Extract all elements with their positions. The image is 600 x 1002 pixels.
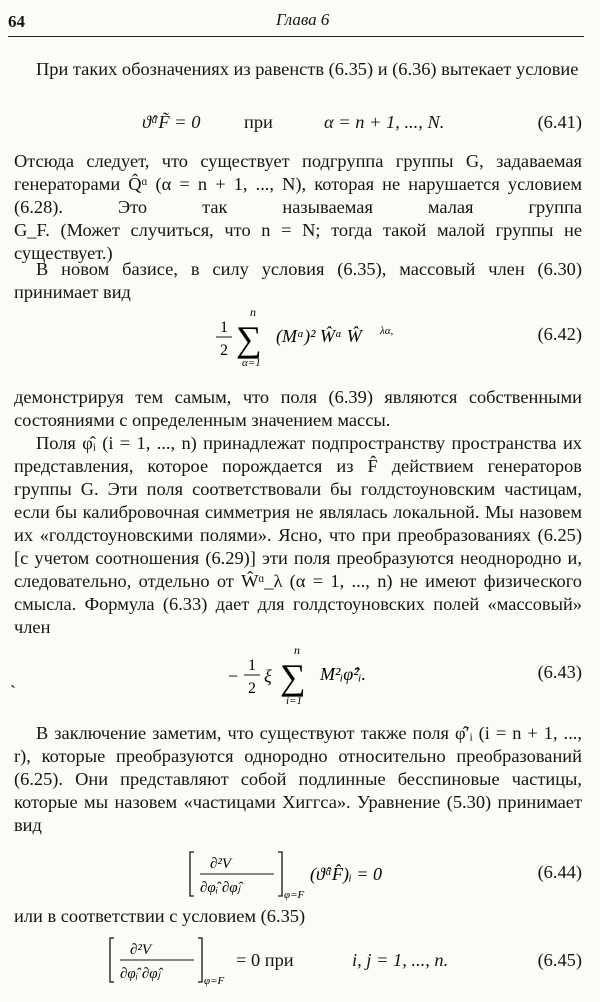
paragraph-condition: или в соответствии с условием (6.35)	[14, 906, 306, 926]
eq643-sum-top: n	[294, 643, 300, 657]
eq642-frac-num: 1	[220, 319, 228, 336]
running-header	[8, 6, 584, 32]
equation-6-43	[14, 640, 582, 710]
equation-6-44-graphic	[190, 848, 430, 902]
equation-6-45-rhs: i, j = 1, ..., n.	[352, 950, 449, 970]
eq645-sub: φ=F	[204, 975, 225, 987]
paragraph-eigenstates: демонстрируя тем самым, что поля (6.39) являются собственными состояниями с определенным значением массы.	[14, 387, 582, 430]
paragraph-goldstone: Поля φ̂ᵢ (i = 1, ..., n) принадлежат подпространству пространства их представления, которое порождается из F̂ действием генераторов группы G. Эти поля соответствовали бы голдстоуновским частицам, если бы калибровочная симметрия не являлась локальной. Мы назовем их «голдстоуновскими полями». Ясно, что при преобразованиях (6.25) [с учетом соотношения (6.29)] эти поля преобразуются неоднородно и, следовательно, отдельно от Ŵᵅ_λ (α = 1, ..., n) не имеют физического смысла. Формула (6.33) дает для голдстоуновских полей «массовый» член	[14, 433, 582, 637]
equation-6-42	[14, 302, 582, 372]
chapter-title: Глава 6	[276, 10, 330, 29]
eq643-frac-num: 1	[248, 657, 256, 674]
stray-mark: `	[10, 682, 16, 702]
equation-6-44	[14, 848, 582, 902]
eq642-sup: λα,	[380, 325, 394, 337]
eq644-body: (ϑ̂ᵅF̂)ᵢ = 0	[310, 864, 382, 884]
eq643-sum-sign: ∑	[280, 657, 306, 697]
eq642-frac-den: 2	[220, 342, 228, 359]
eq645-num: ∂²V	[130, 942, 152, 958]
equation-6-41-rhs: α = n + 1, ..., N.	[324, 112, 445, 132]
header-rule	[8, 36, 584, 37]
eq643-body: M²ᵢφ̂²ᵢ.	[320, 664, 366, 684]
eq643-frac-den: 2	[248, 680, 256, 697]
equation-6-41	[14, 112, 582, 138]
eq644-sub: φ=F	[284, 889, 305, 901]
page-number: 64	[8, 12, 25, 31]
eq644-num: ∂²V	[210, 856, 232, 872]
equation-number-6-43: (6.43)	[537, 662, 582, 682]
equation-6-43-graphic	[228, 640, 388, 710]
equation-number-6-42: (6.42)	[537, 324, 582, 344]
equation-6-41-mid: при	[244, 112, 273, 132]
equation-6-45	[14, 934, 582, 992]
eq645-bracket-right	[198, 938, 202, 982]
eq645-den: ∂φ̂ᵢ ∂φ̂ⱼ	[120, 966, 161, 982]
paragraph-new-basis: В новом базисе, в силу условия (6.35), массовый член (6.30) принимает вид	[14, 259, 582, 302]
eq643-sum-bot: i=1	[286, 695, 302, 707]
eq642-sum-sign: ∑	[236, 319, 262, 359]
paragraph-subgroup: Отсюда следует, что существует подгруппа группы G, задаваемая генераторами Q̂ᵅ (α = n + 1, ..., N), которая не нарушается условием (6.28). Это так называемая малая группа	[14, 151, 582, 217]
equation-number-6-41: (6.41)	[537, 112, 582, 132]
paragraph-higgs: В заключение заметим, что существуют также поля φ̂′ᵢ (i = n + 1, ..., r), которые преобразуются однородно относительно преобразований (6.25). Они представляют собой подлинные бесспиновые частицы, которые мы назовем «частицами Хиггса». Уравнение (5.30) принимает вид	[14, 723, 582, 835]
equation-6-41-lhs: ϑ̂ᵅF̃ = 0	[142, 112, 201, 132]
equation-6-42-graphic	[210, 302, 420, 372]
eq644-bracket-right	[278, 852, 282, 896]
eq645-bracket-left	[110, 938, 114, 982]
eq643-xi: ξ	[264, 666, 272, 686]
paragraph-subgroup-cont: G_F. (Может случиться, что n = N; тогда такой малой группы не существует.)	[14, 220, 582, 263]
eq643-minus: −	[228, 666, 239, 686]
eq642-sum-bot: α=1	[242, 357, 261, 369]
equation-6-45-mid: = 0 при	[236, 950, 294, 970]
equation-number-6-45: (6.45)	[537, 950, 582, 970]
eq642-body: (Mᵅ)² Ŵᵅ Ŵ	[276, 326, 362, 346]
eq644-den: ∂φ̂ᵢ ∂φ̂ⱼ	[200, 880, 241, 896]
eq642-sum-top: n	[250, 305, 256, 319]
eq644-bracket-left	[190, 852, 194, 896]
equation-number-6-44: (6.44)	[537, 862, 582, 882]
paragraph-intro: При таких обозначениях из равенств (6.35) и (6.36) вытекает условие	[36, 59, 579, 79]
equation-6-45-graphic	[110, 934, 225, 992]
